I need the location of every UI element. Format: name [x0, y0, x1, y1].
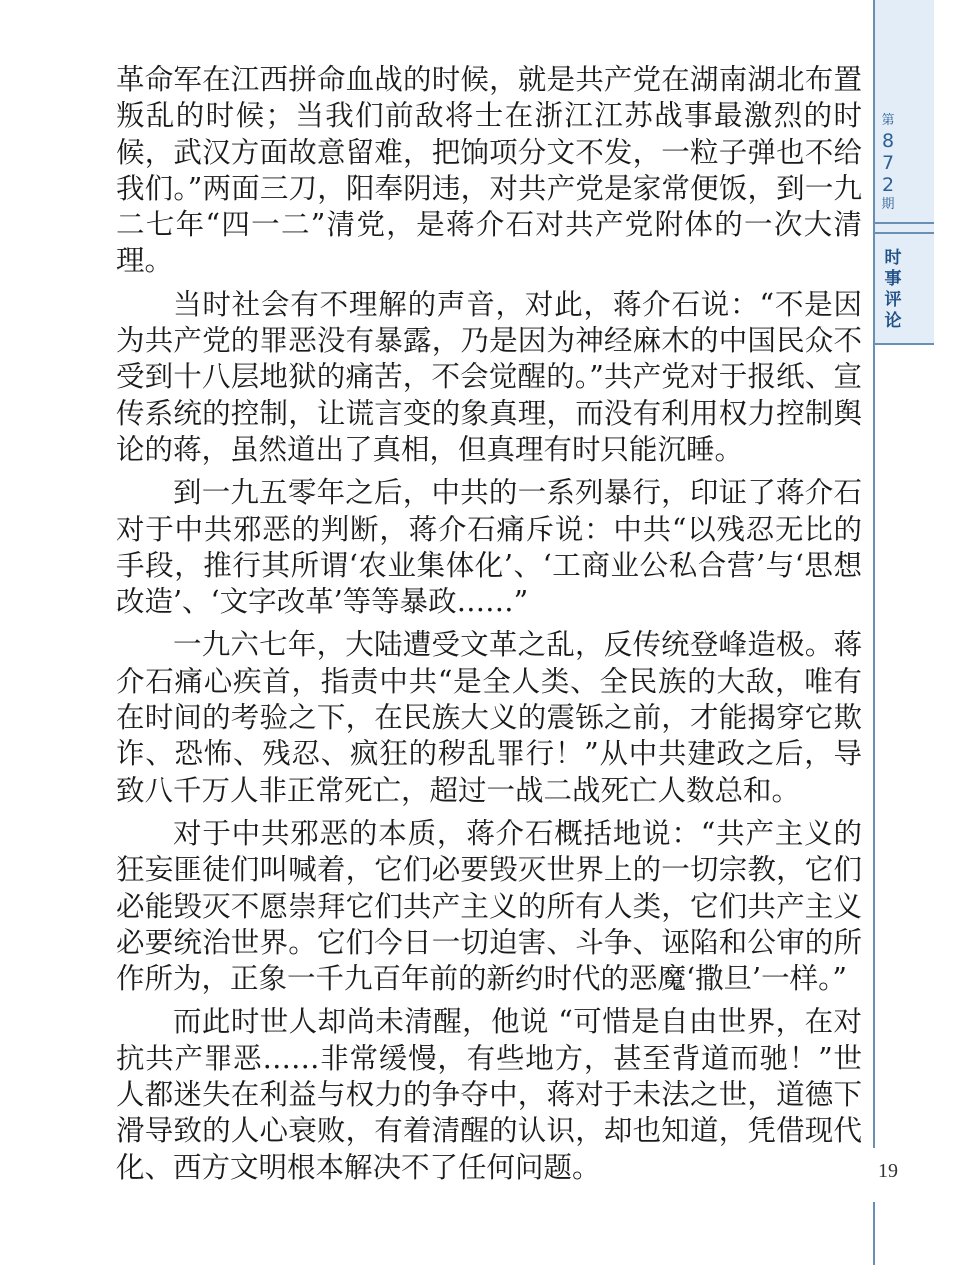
issue-digit: 2	[881, 174, 895, 196]
sidebar-divider-bottom	[874, 343, 934, 345]
sidebar-divider-top	[874, 222, 934, 224]
sidebar-divider-middle	[874, 232, 934, 234]
section-char: 事	[884, 269, 902, 289]
section-char: 论	[884, 311, 902, 331]
section-char: 评	[884, 290, 902, 310]
paragraph-5: 对于中共邪恶的本质，蒋介石概括地说：“共产主义的狂妄匪徒们叫喊着，它们必要毁灭世界上的一切宗教，它们必能毁灭不愿崇拜它们共产主义的所有人类，它们共产主义必要统治世界。它们今日一切迫害、斗争、诬陷和公审的所作所为，正象一千九百年前的新约时代的恶魔‘撒旦’一样。”	[116, 816, 862, 996]
issue-prefix: 第	[881, 113, 895, 128]
paragraph-3: 到一九五零年之后，中共的一系列暴行，印证了蒋介石对于中共邪恶的判断，蒋介石痛斥说：中共“以残忍无比的手段，推行其所谓‘农业集体化’、‘工商业公私合营’与‘思想改造’、‘文字改革’等等暴政……”	[116, 476, 862, 619]
paragraph-2: 当时社会有不理解的声音，对此，蒋介石说：“不是因为共产党的罪恶没有暴露，乃是因为神经麻木的中国民众不受到十八层地狱的痛苦，不会觉醒的。”共产党对于报纸、宣传系统的控制，让谎言变的象真理，而没有利用权力控制舆论的蒋，虽然道出了真相，但真理有时只能沉睡。	[116, 287, 862, 466]
article-body	[116, 62, 862, 1193]
paragraph-6: 而此时世人却尚未清醒，他说 “可惜是自由世界，在对抗共产罪恶……非常缓慢，有些地方，甚至背道而驰！”世人都迷失在利益与权力的争夺中，蒋对于未法之世，道德下滑导致的人心衰败，有着清醒的认识，却也知道，凭借现代化、西方文明根本解决不了任何问题。	[116, 1005, 862, 1184]
section-title	[880, 248, 906, 332]
issue-suffix: 期	[881, 197, 895, 212]
issue-digit: 8	[881, 130, 895, 152]
page-number: 19	[878, 1160, 898, 1182]
issue-number	[874, 112, 902, 214]
section-char: 时	[884, 248, 902, 268]
paragraph-1: 革命军在江西拼命血战的时候，就是共产党在湖南湖北布置叛乱的时候；当我们前敌将士在浙江江苏战事最激烈的时候，武汉方面故意留难，把饷项分文不发，一粒子弹也不给我们。”两面三刀，阳奉阴违，对共产党是家常便饭，到一九二七年“四一二”清党，是蒋介石对共产党附体的一次大清理。	[116, 63, 862, 278]
margin-rule-lower	[873, 1202, 875, 1265]
issue-digit: 7	[881, 152, 895, 174]
paragraph-4: 一九六七年，大陆遭受文革之乱，反传统登峰造极。蒋介石痛心疾首，指责中共“是全人类、全民族的大敌，唯有在时间的考验之下，在民族大义的震铄之前，才能揭穿它欺诈、恐怖、残忍、疯狂的秽乱罪行！”从中共建政之后，导致八千万人非正常死亡，超过一战二战死亡人数总和。	[116, 628, 862, 807]
